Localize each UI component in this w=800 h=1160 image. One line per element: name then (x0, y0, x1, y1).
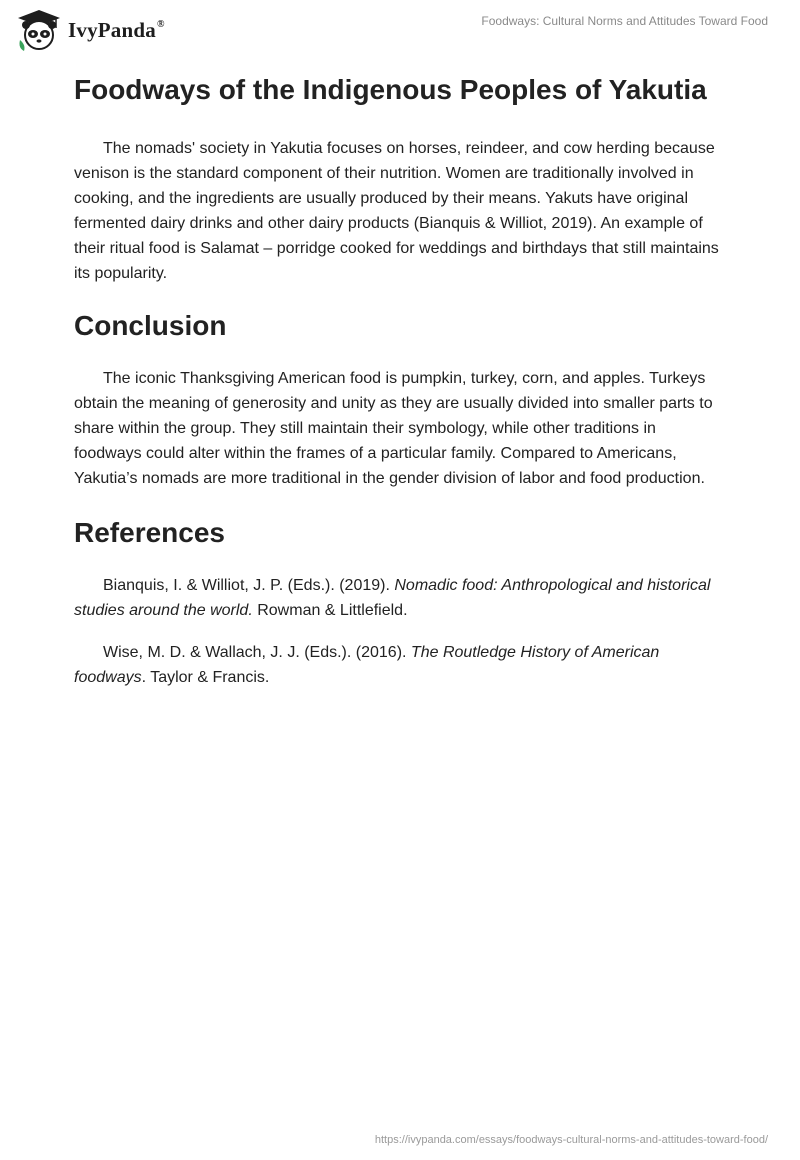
document-body (74, 72, 726, 690)
section-heading-references: References (74, 517, 225, 548)
source-url-link[interactable]: https://ivypanda.com/essays/foodways-cultural-norms-and-attitudes-toward-food/ (374, 1134, 768, 1146)
paragraph-yakutia: The nomads' society in Yakutia focuses on horses, reindeer, and cow herding because venison is the standard component of their nutrition. Women are traditionally involved in cooking, and the ingredients are usually produced by their means. Yakuts have original fermented dairy drinks and other dairy products (Bianquis & Williot, 2019). An example of their ritual food is Salamat – porridge cooked for weddings and birthdays that still maintains its popularity. (74, 140, 719, 282)
section-heading-yakutia: Foodways of the Indigenous Peoples of Yakutia (74, 74, 707, 105)
page-header (0, 0, 800, 60)
ivypanda-logo[interactable] (16, 8, 165, 52)
panda-graduate-icon (16, 8, 62, 52)
reference-item: Wise, M. D. & Wallach, J. J. (Eds.). (2016). The Routledge History of American foodways. Taylor & Francis. (74, 644, 660, 686)
brand-name: IvyPanda® (68, 17, 165, 42)
paragraph-conclusion: The iconic Thanksgiving American food is pumpkin, turkey, corn, and apples. Turkeys obtain the meaning of generosity and unity as they are usually divided into smaller parts to share within the group. They still maintain their symbology, while other traditions in foodways could alter within the frames of a particular family. Compared to Americans, Yakutia’s nomads are more traditional in the gender division of labor and food production. (74, 370, 713, 487)
reference-item: Bianquis, I. & Williot, J. P. (Eds.). (2019). Nomadic food: Anthropological and historical studies around the world. Rowman & Littlefield. (74, 577, 711, 619)
running-title: Foodways: Cultural Norms and Attitudes Toward Food (481, 14, 768, 28)
section-heading-conclusion: Conclusion (74, 310, 227, 341)
